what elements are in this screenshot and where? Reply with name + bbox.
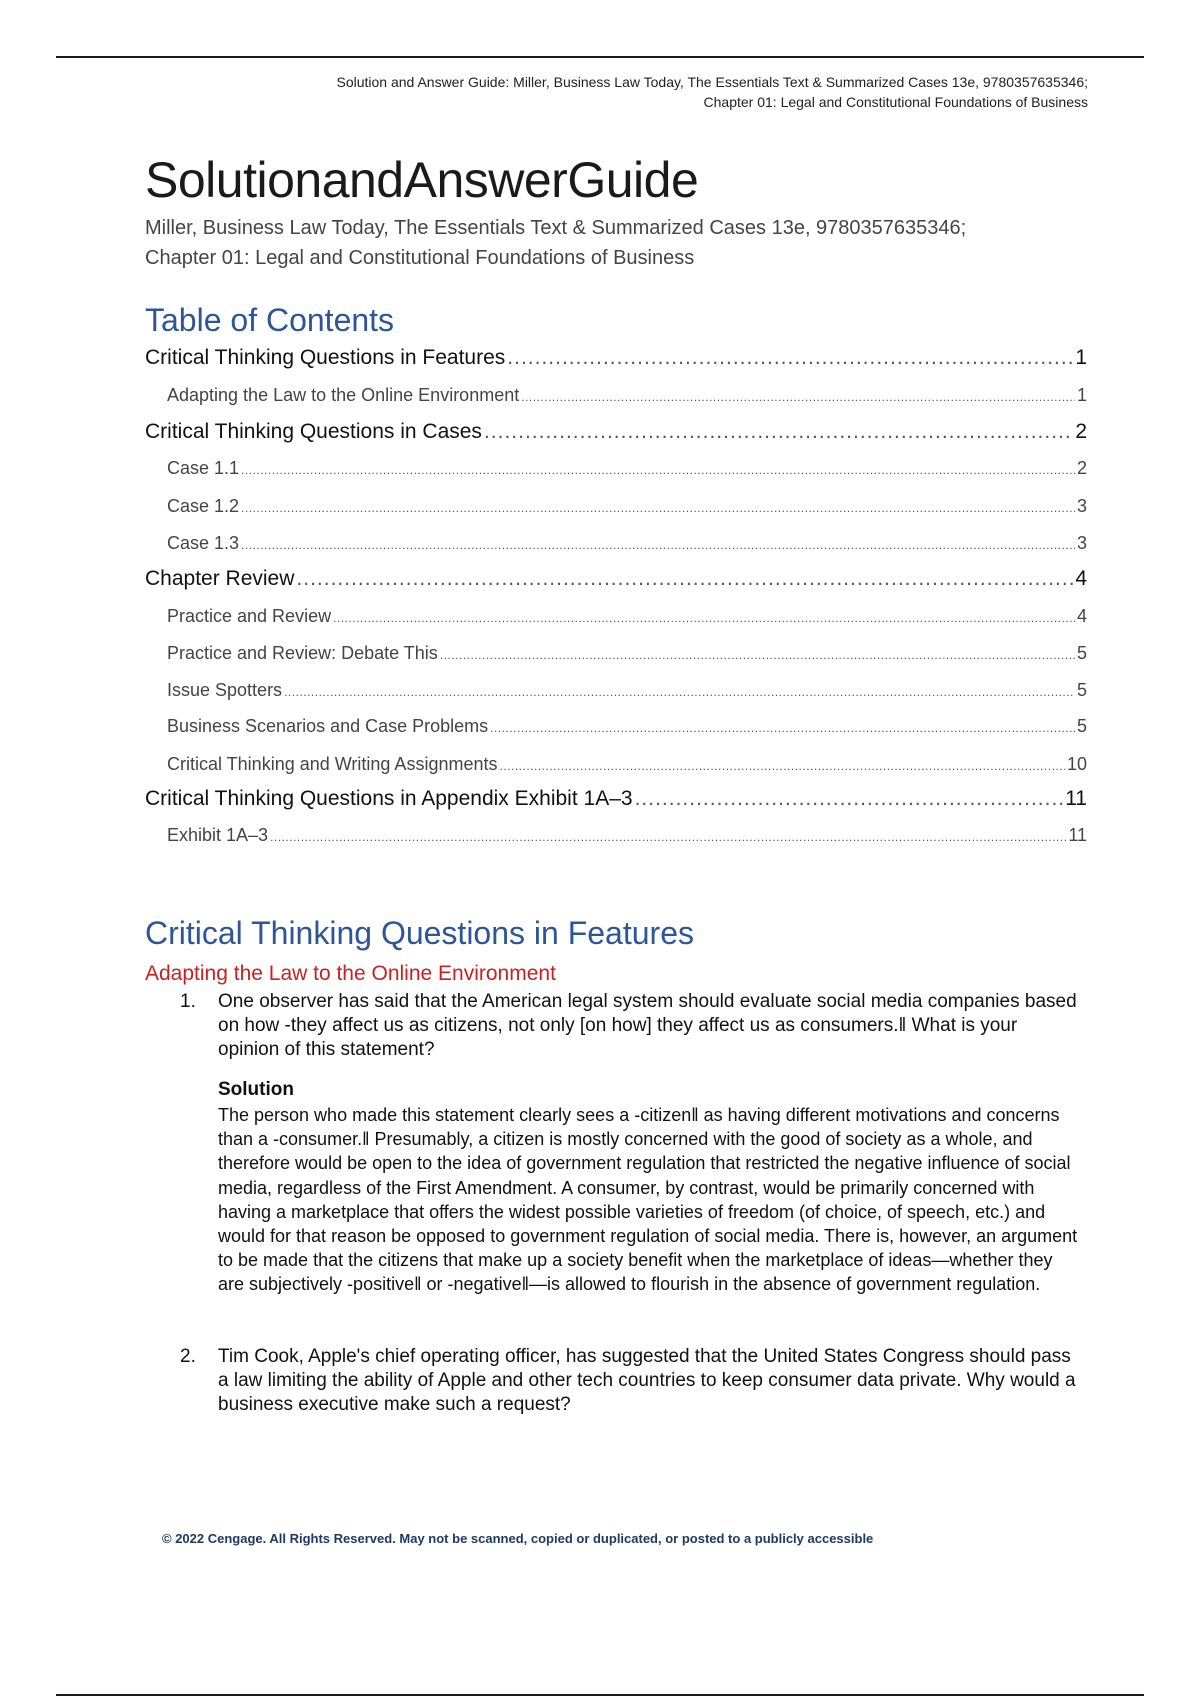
toc-entry-label: Practice and Review: Debate This xyxy=(167,643,438,663)
toc-entry-debate-this[interactable] xyxy=(145,634,1087,664)
toc-entry-chapter-review[interactable] xyxy=(145,561,1087,591)
toc-entry-page: 1 xyxy=(1076,385,1087,405)
toc-dot-leader xyxy=(635,787,1064,811)
toc-entry-label: Chapter Review xyxy=(145,567,295,590)
toc-dot-leader xyxy=(241,463,1075,477)
toc-dot-leader xyxy=(484,420,1073,444)
copyright-notice: © 2022 Cengage. All Rights Reserved. May not be scanned, copied or duplicated, or posted to a publicly accessible xyxy=(162,1531,874,1546)
top-rule xyxy=(56,56,1144,58)
solution-label: Solution xyxy=(218,1079,294,1100)
toc-entry-label: Case 1.2 xyxy=(167,496,240,516)
toc-entry-case-1-2[interactable] xyxy=(145,487,1087,517)
toc-entry-critical-thinking-cases[interactable] xyxy=(145,414,1087,444)
toc-entry-issue-spotters[interactable] xyxy=(145,671,1087,701)
toc-entry-label: Case 1.3 xyxy=(167,533,240,553)
bottom-rule xyxy=(56,1694,1144,1696)
subtitle-line1: Miller, Business Law Today, The Essentials Text & Summarized Cases 13e, 9780357635346; xyxy=(145,217,967,239)
toc-entry-page: 2 xyxy=(1075,420,1087,443)
toc-entry-appendix-exhibit[interactable] xyxy=(145,781,1087,811)
toc-entry-label: Issue Spotters xyxy=(167,680,283,700)
question-1 xyxy=(180,990,1080,1062)
toc-entry-page: 2 xyxy=(1076,458,1087,478)
toc-entry-page: 4 xyxy=(1075,567,1087,590)
toc-dot-leader xyxy=(507,346,1073,370)
toc-dot-leader xyxy=(296,567,1073,591)
document-title: SolutionandAnswerGuide xyxy=(145,152,699,208)
toc-entry-writing-assignments[interactable] xyxy=(145,745,1087,775)
toc-entry-page: 1 xyxy=(1075,346,1087,369)
toc-dot-leader xyxy=(270,830,1066,844)
toc-entry-case-1-3[interactable] xyxy=(145,524,1087,554)
toc-entry-practice-and-review[interactable] xyxy=(145,597,1087,627)
toc-entry-page: 11 xyxy=(1068,825,1087,845)
toc-dot-leader xyxy=(499,759,1064,773)
toc-entry-label: Critical Thinking Questions in Appendix Exhibit 1A–3 xyxy=(145,787,633,810)
toc-entry-case-1-1[interactable] xyxy=(145,449,1087,479)
toc-entry-label: Adapting the Law to the Online Environment xyxy=(167,385,520,405)
document-subtitle xyxy=(145,213,1105,273)
toc-entry-page: 3 xyxy=(1076,496,1087,516)
toc-dot-leader xyxy=(241,501,1075,515)
question-number: 2. xyxy=(180,1346,196,1367)
toc-dot-leader xyxy=(440,648,1075,662)
section-heading: Critical Thinking Questions in Features xyxy=(145,915,694,951)
running-header xyxy=(188,72,1088,112)
toc-entry-label: Critical Thinking and Writing Assignments xyxy=(167,754,498,774)
solution-text: The person who made this statement clearly sees a ‑citizen‖ as having different motivations and concerns than a ‑consumer.‖ Presumably, a citizen is mostly concerned with the good of society as a whole, and therefore would be open to the idea of government regulation that restricted the negative influence of social media, regardless of the First Amendment. A consumer, by contrast, would be primarily concerned with having a marketplace that offers the widest possible varieties of freedom (of choice, of speech, etc.) and would for that reason be opposed to government regulation of social media. There is, however, an argument to be made that the citizens that make up a society benefit when the marketplace of ideas—whether they are subjectively ‑positive‖ or ‑negative‖—is allowed to flourish in the absence of government regulation. xyxy=(218,1105,1078,1295)
running-header-line2: Chapter 01: Legal and Constitutional Foundations of Business xyxy=(703,94,1088,110)
toc-entry-exhibit-1a-3[interactable] xyxy=(145,816,1087,846)
toc-entry-page: 5 xyxy=(1076,680,1087,700)
toc-entry-page: 3 xyxy=(1076,533,1087,553)
toc-entry-page: 5 xyxy=(1076,716,1087,736)
toc-entry-label: Exhibit 1A–3 xyxy=(167,825,269,845)
toc-entry-critical-thinking-features[interactable] xyxy=(145,340,1087,370)
question-number: 1. xyxy=(180,991,196,1012)
toc-entry-page: 10 xyxy=(1066,754,1087,774)
toc-entry-label: Case 1.1 xyxy=(167,458,240,478)
toc-dot-leader xyxy=(284,685,1075,699)
toc-entry-business-scenarios[interactable] xyxy=(145,707,1087,737)
toc-entry-label: Practice and Review xyxy=(167,606,332,626)
toc-entry-label: Critical Thinking Questions in Cases xyxy=(145,420,482,443)
toc-dot-leader xyxy=(333,611,1075,625)
toc-entry-label: Critical Thinking Questions in Features xyxy=(145,346,506,369)
question-text: One observer has said that the American legal system should evaluate social media companies based on how ‑they affect us as citizens, not only [on how] they affect us as consumers.‖ What is your opinion of this statement? xyxy=(218,991,1077,1060)
toc-entry-page: 4 xyxy=(1076,606,1087,626)
toc-entry-label: Business Scenarios and Case Problems xyxy=(167,716,489,736)
running-header-line1: Solution and Answer Guide: Miller, Business Law Today, The Essentials Text & Summarized Cases 13e, 9780357635346; xyxy=(336,74,1088,90)
toc-dot-leader xyxy=(521,390,1075,404)
toc-entry-page: 11 xyxy=(1065,787,1087,810)
subtitle-line2: Chapter 01: Legal and Constitutional Foundations of Business xyxy=(145,247,695,269)
question-2 xyxy=(180,1345,1080,1417)
question-text: Tim Cook, Apple's chief operating officer, has suggested that the United States Congress should pass a law limiting the ability of Apple and other tech countries to keep consumer data private. Why would a business executive make such a request? xyxy=(218,1346,1076,1415)
toc-dot-leader xyxy=(241,538,1075,552)
section-subheading: Adapting the Law to the Online Environment xyxy=(145,962,556,985)
toc-heading: Table of Contents xyxy=(145,302,395,338)
toc-entry-page: 5 xyxy=(1076,643,1087,663)
toc-entry-adapting-law-online[interactable] xyxy=(145,376,1087,406)
toc-dot-leader xyxy=(490,721,1075,735)
